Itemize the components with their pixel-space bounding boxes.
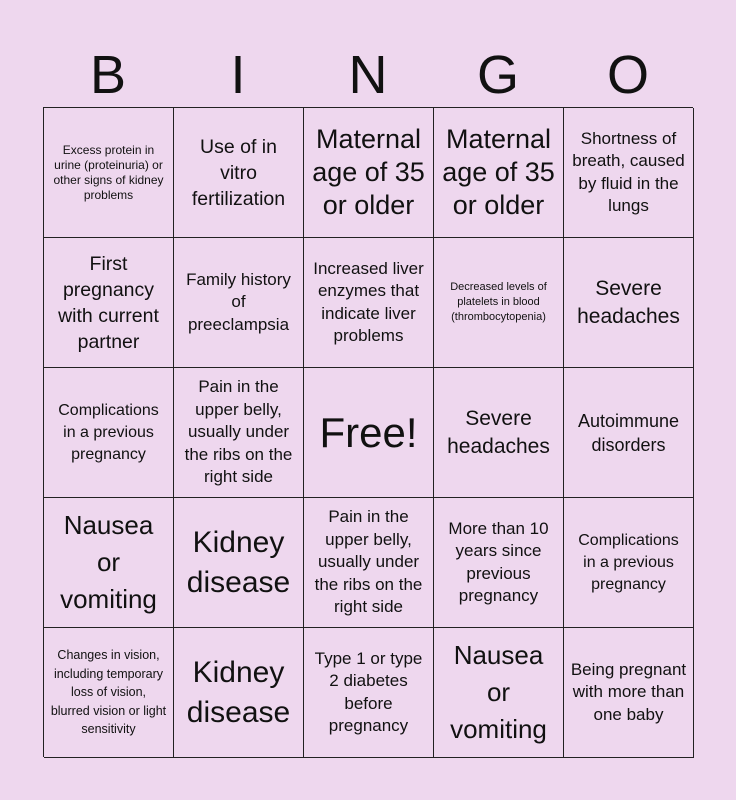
bingo-cell-r3c1[interactable] xyxy=(44,368,174,498)
bingo-cell-r3c2[interactable] xyxy=(174,368,304,498)
cell-text: Shortness of breath, caused by fluid in the lungs xyxy=(572,128,685,215)
cell-text: First pregnancy with current partner xyxy=(58,252,159,353)
cell-text: Pain in the upper belly, usually under the ribs on the right side xyxy=(314,507,423,617)
cell-text: Increased liver enzymes that indicate liver problems xyxy=(313,258,424,345)
bingo-cell-r4c5[interactable] xyxy=(564,498,694,628)
cell-text: Maternal age of 35 or older xyxy=(442,124,555,220)
bingo-cell-r2c3[interactable] xyxy=(304,238,434,368)
bingo-cell-r4c1[interactable] xyxy=(44,498,174,628)
bingo-cell-r2c2[interactable] xyxy=(174,238,304,368)
cell-text: Changes in vision, including temporary loss of vision, blurred vision or light sensitivity xyxy=(50,648,167,737)
cell-text: Severe headaches xyxy=(447,406,550,458)
cell-text: Kidney disease xyxy=(186,655,291,729)
cell-text: Decreased levels of platelets in blood (thrombocytopenia) xyxy=(450,281,547,323)
bingo-cell-r3c5[interactable] xyxy=(564,368,694,498)
cell-text: Severe headaches xyxy=(577,276,680,328)
bingo-cell-r4c3[interactable] xyxy=(304,498,434,628)
bingo-cell-r2c1[interactable] xyxy=(44,238,174,368)
bingo-cell-r5c4[interactable] xyxy=(434,628,564,758)
header-letter-o: O xyxy=(606,45,649,105)
cell-text: More than 10 years since previous pregnancy xyxy=(448,518,549,605)
bingo-cell-r1c3[interactable] xyxy=(304,108,434,238)
header-letter-n: N xyxy=(348,45,388,105)
free-space-text: Free! xyxy=(319,408,418,456)
cell-text: Type 1 or type 2 diabetes before pregnancy xyxy=(314,648,423,735)
header-letter-b: B xyxy=(89,45,127,105)
bingo-cell-r1c5[interactable] xyxy=(564,108,694,238)
cell-text: Being pregnant with more than one baby xyxy=(570,659,687,724)
bingo-board xyxy=(43,107,693,757)
bingo-cell-r5c3[interactable] xyxy=(304,628,434,758)
cell-text: Complications in a previous pregnancy xyxy=(58,401,159,463)
cell-text: Autoimmune disorders xyxy=(577,410,680,455)
cell-text: Maternal age of 35 or older xyxy=(312,124,425,220)
cell-text: Complications in a previous pregnancy xyxy=(578,531,679,593)
cell-text: Excess protein in urine (proteinuria) or other signs of kidney problems xyxy=(53,142,164,202)
bingo-cell-r2c4[interactable] xyxy=(434,238,564,368)
bingo-cell-r5c2[interactable] xyxy=(174,628,304,758)
bingo-cell-r3c4[interactable] xyxy=(434,368,564,498)
bingo-cell-r4c2[interactable] xyxy=(174,498,304,628)
cell-text: Kidney disease xyxy=(186,525,291,599)
bingo-cell-r1c4[interactable] xyxy=(434,108,564,238)
header-letter-g: G xyxy=(476,45,519,105)
bingo-cell-r1c2[interactable] xyxy=(174,108,304,238)
header-letter-i: I xyxy=(230,45,246,105)
bingo-header xyxy=(43,44,693,106)
bingo-cell-r1c1[interactable] xyxy=(44,108,174,238)
cell-text: Pain in the upper belly, usually under the ribs on the right side xyxy=(184,377,293,487)
bingo-cell-r2c5[interactable] xyxy=(564,238,694,368)
bingo-cell-free[interactable] xyxy=(304,368,434,498)
cell-text: Nausea or vomiting xyxy=(60,510,157,614)
bingo-cell-r5c5[interactable] xyxy=(564,628,694,758)
cell-text: Family history of preeclampsia xyxy=(186,269,291,334)
bingo-cell-r5c1[interactable] xyxy=(44,628,174,758)
bingo-cell-r4c4[interactable] xyxy=(434,498,564,628)
cell-text: Use of in vitro fertilization xyxy=(191,135,286,210)
cell-text: Nausea or vomiting xyxy=(450,640,547,744)
